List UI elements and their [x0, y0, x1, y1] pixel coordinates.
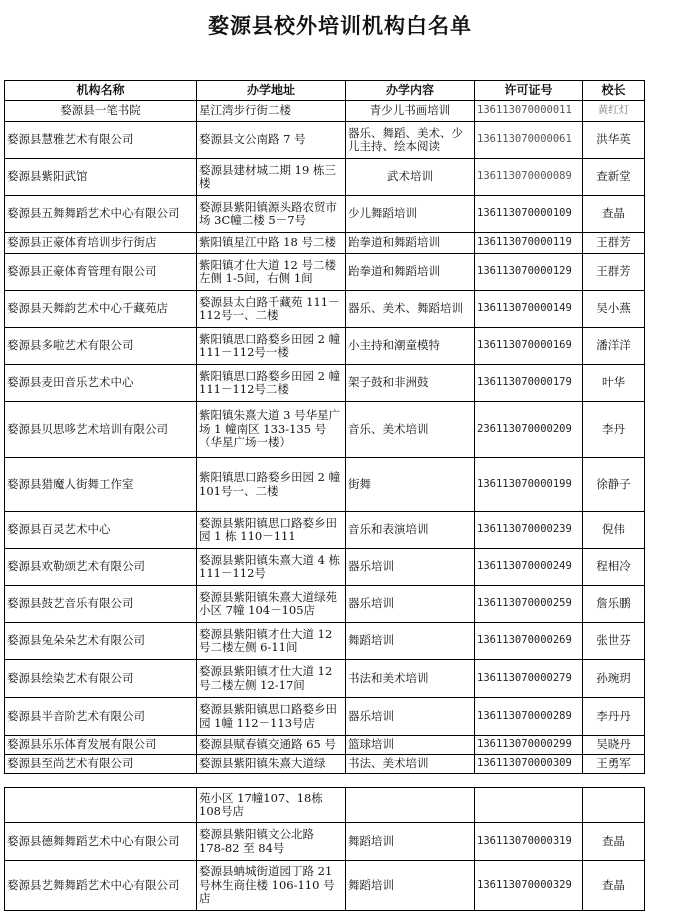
- address-cell: 婺源县紫阳镇才仕大道 12 号二楼左侧 6-11间: [197, 623, 346, 660]
- principal-cell: 查晶: [583, 823, 645, 861]
- principal-cell: 孙琬玥: [583, 660, 645, 698]
- table-row: [5, 233, 645, 254]
- principal-cell: 查新堂: [583, 159, 645, 196]
- address-cell: 婺源县蚺城街道园丁路 21号林生商住楼 106-110 号店: [197, 861, 346, 911]
- address-cell: 婺源县文公南路 7 号: [197, 122, 346, 159]
- table-row: [5, 823, 645, 861]
- content-cell: 青少儿书画培训: [346, 101, 475, 122]
- license-cell: 136113070000329: [475, 861, 583, 911]
- principal-cell: 李丹丹: [583, 698, 645, 736]
- license-cell: 136113070000319: [475, 823, 583, 861]
- header-license: 许可证号: [475, 81, 583, 101]
- table-row: [5, 698, 645, 736]
- org-name-cell: 婺源县紫阳武馆: [5, 159, 197, 196]
- content-cell: 音乐和表演培训: [346, 512, 475, 549]
- license-cell: [475, 788, 583, 823]
- principal-cell: 詹乐鹏: [583, 586, 645, 623]
- principal-cell: 王群芳: [583, 254, 645, 291]
- table-row: [5, 549, 645, 586]
- org-name-cell: 婺源县百灵艺术中心: [5, 512, 197, 549]
- table-row: [5, 736, 645, 755]
- address-cell: 紫阳镇朱熹大道 3 号华星广场 1 幢南区 133-135 号（华星广场一楼）: [197, 402, 346, 458]
- table-row: [5, 586, 645, 623]
- address-cell: 紫阳镇思口路婺乡田园 2 幢 111－112号二楼: [197, 365, 346, 402]
- license-cell: 136113070000199: [475, 458, 583, 512]
- table-row: [5, 122, 645, 159]
- header-name: 机构名称: [5, 81, 197, 101]
- license-cell: 136113070000279: [475, 660, 583, 698]
- org-name-cell: 婺源县至尚艺术有限公司: [5, 755, 197, 774]
- org-name-cell: 婺源县一笔书院: [5, 101, 197, 122]
- org-name-cell: 婺源县慧雅艺术有限公司: [5, 122, 197, 159]
- table-row: [5, 512, 645, 549]
- principal-cell: 王勇军: [583, 755, 645, 774]
- content-cell: 武术培训: [346, 159, 475, 196]
- license-cell: 136113070000249: [475, 549, 583, 586]
- address-cell: 紫阳镇才仕大道 12 号二楼左侧 1-5间，右侧 1间: [197, 254, 346, 291]
- content-cell: 跆拳道和舞蹈培训: [346, 254, 475, 291]
- license-cell: 136113070000109: [475, 196, 583, 233]
- org-name-cell: 婺源县麦田音乐艺术中心: [5, 365, 197, 402]
- address-cell: 紫阳镇思口路婺乡田园 2 幢 111－112号一楼: [197, 328, 346, 365]
- license-cell: 136113070000169: [475, 328, 583, 365]
- license-cell: 136113070000239: [475, 512, 583, 549]
- address-cell: 婺源县紫阳镇思口路婺乡田园 1 栋 110－111: [197, 512, 346, 549]
- whitelist-table-continued: [4, 787, 645, 911]
- content-cell: 书法、美术培训: [346, 755, 475, 774]
- table-row: [5, 861, 645, 911]
- address-cell: 紫阳镇思口路婺乡田园 2 幢 101号一、二楼: [197, 458, 346, 512]
- principal-cell: [583, 788, 645, 823]
- org-name-cell: 婺源县正豪体育培训步行街店: [5, 233, 197, 254]
- content-cell: 书法和美术培训: [346, 660, 475, 698]
- org-name-cell: 婺源县兔朵朵艺术有限公司: [5, 623, 197, 660]
- license-cell: 136113070000269: [475, 623, 583, 660]
- whitelist-table: [4, 80, 645, 774]
- license-cell: 136113070000149: [475, 291, 583, 328]
- principal-cell: 查晶: [583, 861, 645, 911]
- page-title: 婺源县校外培训机构白名单: [208, 13, 472, 38]
- content-cell: 器乐、美术、舞蹈培训: [346, 291, 475, 328]
- principal-cell: 黄红灯: [583, 101, 645, 122]
- content-cell: 篮球培训: [346, 736, 475, 755]
- license-cell: 136113070000129: [475, 254, 583, 291]
- principal-cell: 张世芬: [583, 623, 645, 660]
- address-cell: 婺源县紫阳镇朱熹大道绿: [197, 755, 346, 774]
- principal-cell: 吴晓丹: [583, 736, 645, 755]
- org-name-cell: [5, 788, 197, 823]
- license-cell: 136113070000259: [475, 586, 583, 623]
- org-name-cell: 婺源县艺舞舞蹈艺术中心有限公司: [5, 861, 197, 911]
- principal-cell: 王群芳: [583, 233, 645, 254]
- org-name-cell: 婺源县乐乐体育发展有限公司: [5, 736, 197, 755]
- content-cell: 少儿舞蹈培训: [346, 196, 475, 233]
- content-cell: 器乐、舞蹈、美术、少儿主持、绘本阅读: [346, 122, 475, 159]
- content-cell: 音乐、美术培训: [346, 402, 475, 458]
- content-cell: [346, 788, 475, 823]
- address-cell: 婺源县紫阳镇源头路农贸市场 3C幢二楼 5－7号: [197, 196, 346, 233]
- content-cell: 舞蹈培训: [346, 623, 475, 660]
- principal-cell: 李丹: [583, 402, 645, 458]
- table-row: [5, 660, 645, 698]
- address-cell: 紫阳镇星江中路 18 号二楼: [197, 233, 346, 254]
- org-name-cell: 婺源县德舞舞蹈艺术中心有限公司: [5, 823, 197, 861]
- principal-cell: 潘洋洋: [583, 328, 645, 365]
- content-cell: 器乐培训: [346, 698, 475, 736]
- table-row: [5, 328, 645, 365]
- org-name-cell: 婺源县五舞舞蹈艺术中心有限公司: [5, 196, 197, 233]
- table-row: [5, 291, 645, 328]
- license-cell: 136113070000309: [475, 755, 583, 774]
- header-content: 办学内容: [346, 81, 475, 101]
- table-row: [5, 365, 645, 402]
- address-cell: 婺源县赋春镇交通路 65 号: [197, 736, 346, 755]
- address-cell: 婺源县紫阳镇思口路婺乡田园 1幢 112－113号店: [197, 698, 346, 736]
- license-cell: 136113070000119: [475, 233, 583, 254]
- table-row: [5, 402, 645, 458]
- table-row: [5, 755, 645, 774]
- address-cell: 星江湾步行街二楼: [197, 101, 346, 122]
- table-row: [5, 458, 645, 512]
- content-cell: 舞蹈培训: [346, 861, 475, 911]
- org-name-cell: 婺源县天舞韵艺术中心千藏苑店: [5, 291, 197, 328]
- table-row: [5, 101, 645, 122]
- org-name-cell: 婺源县正豪体育管理有限公司: [5, 254, 197, 291]
- license-cell: 136113070000299: [475, 736, 583, 755]
- license-cell: 136113070000011: [475, 101, 583, 122]
- table-row: [5, 254, 645, 291]
- principal-cell: 叶华: [583, 365, 645, 402]
- address-cell: 婺源县紫阳镇朱熹大道绿苑小区 7幢 104－105店: [197, 586, 346, 623]
- table-header-row: [5, 81, 645, 101]
- principal-cell: 徐静子: [583, 458, 645, 512]
- principal-cell: 吴小燕: [583, 291, 645, 328]
- content-cell: 器乐培训: [346, 586, 475, 623]
- address-cell: 婺源县紫阳镇文公北路 178-82 至 84号: [197, 823, 346, 861]
- license-cell: 236113070000209: [475, 402, 583, 458]
- org-name-cell: 婺源县贝思哆艺术培训有限公司: [5, 402, 197, 458]
- address-cell: 婺源县紫阳镇朱熹大道 4 栋 111－112号: [197, 549, 346, 586]
- content-cell: 跆拳道和舞蹈培训: [346, 233, 475, 254]
- org-name-cell: 婺源县绘染艺术有限公司: [5, 660, 197, 698]
- table-row: [5, 623, 645, 660]
- header-address: 办学地址: [197, 81, 346, 101]
- address-cell: 婺源县紫阳镇才仕大道 12 号二楼左侧 12-17间: [197, 660, 346, 698]
- table-row: [5, 788, 645, 823]
- address-cell: 苑小区 17幢107、18栋 108号店: [197, 788, 346, 823]
- org-name-cell: 婺源县欢勒颂艺术有限公司: [5, 549, 197, 586]
- principal-cell: 倪伟: [583, 512, 645, 549]
- principal-cell: 程相冷: [583, 549, 645, 586]
- table-row: [5, 196, 645, 233]
- license-cell: 136113070000089: [475, 159, 583, 196]
- license-cell: 136113070000061: [475, 122, 583, 159]
- license-cell: 136113070000179: [475, 365, 583, 402]
- content-cell: 舞蹈培训: [346, 823, 475, 861]
- address-cell: 婺源县建材城二期 19 栋三楼: [197, 159, 346, 196]
- principal-cell: 洪华英: [583, 122, 645, 159]
- org-name-cell: 婺源县多啦艺术有限公司: [5, 328, 197, 365]
- header-principal: 校长: [583, 81, 645, 101]
- org-name-cell: 婺源县鼓艺音乐有限公司: [5, 586, 197, 623]
- content-cell: 器乐培训: [346, 549, 475, 586]
- org-name-cell: 婺源县半音阶艺术有限公司: [5, 698, 197, 736]
- address-cell: 婺源县太白路千藏苑 111－112号一、二楼: [197, 291, 346, 328]
- org-name-cell: 婺源县猎魔人街舞工作室: [5, 458, 197, 512]
- license-cell: 136113070000289: [475, 698, 583, 736]
- content-cell: 小主持和潮童模特: [346, 328, 475, 365]
- table-row: [5, 159, 645, 196]
- principal-cell: 查晶: [583, 196, 645, 233]
- content-cell: 架子鼓和非洲鼓: [346, 365, 475, 402]
- content-cell: 街舞: [346, 458, 475, 512]
